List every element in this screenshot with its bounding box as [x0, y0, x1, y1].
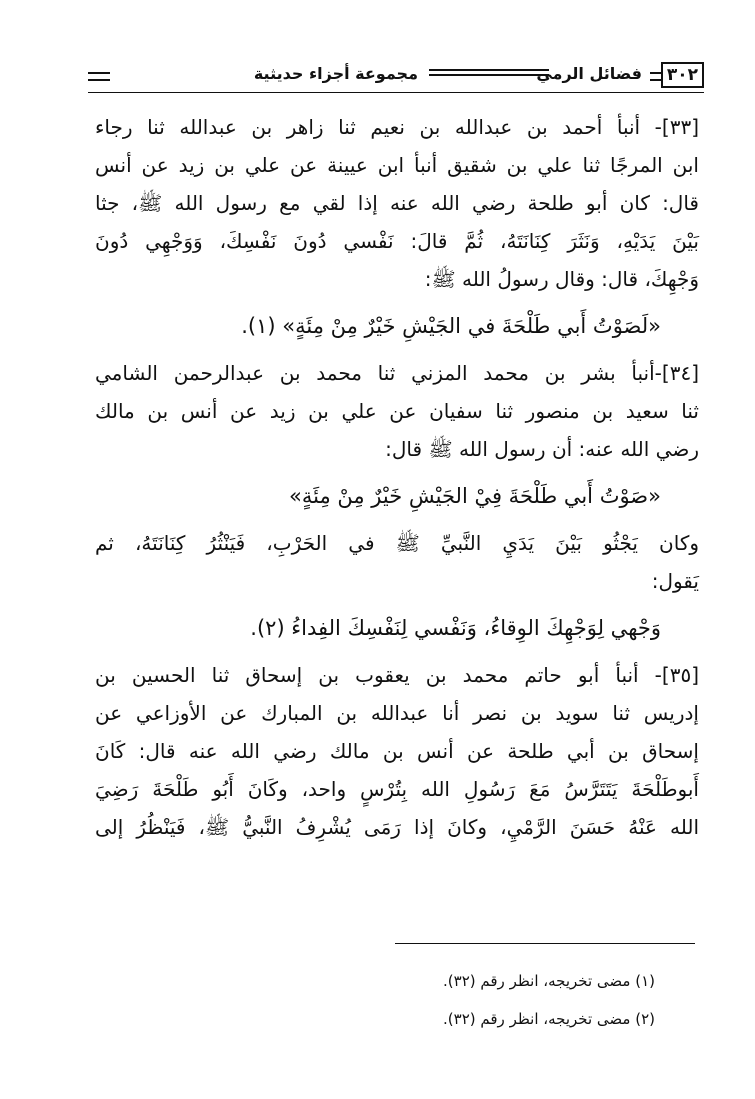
text-line: وكان يَجْثُو بَيْنَ يَدَيِ النَّبيِّ ﷺ في الحَرْبِ، فَيَنْثُرُ كِنَانَتَهُ، ثم [95, 531, 699, 555]
footnote-2: (٢) مضى تخريجه، انظر رقم (٣٢). [443, 1010, 655, 1028]
hadith-34 [95, 354, 699, 656]
footnotes [443, 962, 655, 1038]
text-line: الله عَنْهُ حَسَنَ الرَّمْيِ، وكانَ إذا رَمَى يُشْرِفُ النَّبيُّ ﷺ، فَيَنْظُرُ إلى [95, 815, 699, 839]
text-line: ثنا سعيد بن منصور ثنا سفيان عن علي بن زيد عن أنس بن مالك [95, 399, 699, 423]
hadith-33 [95, 108, 699, 354]
text-line: إدريس ثنا سويد بن نصر أنا عبدالله بن المبارك عن الأوزاعي عن [95, 701, 699, 725]
hadith-35 [95, 656, 699, 846]
text-line: رضي الله عنه: أن رسول الله ﷺ قال: [385, 437, 699, 461]
footnote-separator [395, 943, 695, 944]
hadith-quote: «لَصَوْتُ أَبي طَلْحَةَ في الجَيْشِ خَيْرٌ مِنْ مِئَةٍ» (١). [241, 314, 661, 338]
text-line: [٣٣]- أنبأ أحمد بن عبدالله بن نعيم ثنا زاهر بن عبدالله ثنا رجاء [95, 115, 699, 139]
text-line: ابن المرجًا ثنا علي بن شقيق أنبأ ابن عيينة عن علي بن زيد عن أنس [95, 153, 699, 177]
main-text [95, 108, 699, 846]
footnote-1: (١) مضى تخريجه، انظر رقم (٣٢). [443, 972, 655, 990]
header-separator [429, 69, 549, 76]
header-series-title: مجموعة أجزاء حديثية [253, 64, 418, 83]
text-line: يَقول: [651, 569, 699, 593]
header-underline [88, 92, 704, 93]
text-line: بَيْنَ يَدَيْهِ، وَنَثَرَ كِنَانَتَهُ، ثُمَّ قالَ: نَفْسي دُونَ نَفْسِكَ، وَوَجْهِي دُونَ [95, 229, 699, 253]
text-line: [٣٤]-أنبأ بشر بن محمد المزني ثنا محمد بن عبدالرحمن الشامي [95, 361, 699, 385]
page-number: ٣٠٢ [661, 62, 704, 88]
poetic-quote: وَجْهي لِوَجْهِكَ الوِقاءُ، وَنَفْسي لِنَفْسِكَ الفِداءُ (٢). [250, 616, 661, 640]
text-line: إسحاق بن أبي طلحة عن أنس بن مالك رضي الله عنه قال: كَانَ [95, 739, 699, 763]
hadith-quote: «صَوْتُ أَبي طَلْحَةَ فِيْ الجَيْشِ خَيْرٌ مِنْ مِئَةٍ» [289, 484, 661, 508]
text-line: [٣٥]- أنبأ أبو حاتم محمد بن يعقوب بن إسحاق ثنا الحسين بن [95, 663, 699, 687]
text-line: أَبوطَلْحَةَ يَتَتَرَّسُ مَعَ رَسُولِ الله بِتُرْسٍ واحد، وكَانَ أَبُو طَلْحَةَ رَضِيَ [95, 777, 699, 801]
text-line: وَجْهِكَ، قال: وقال رسولُ الله ﷺ: [424, 267, 699, 291]
header-title: فضائل الرمي [532, 62, 646, 86]
text-line: قال: كان أبو طلحة رضي الله عنه إذا لقي مع رسول الله ﷺ، جثا [95, 191, 699, 215]
header-rule-left [88, 72, 110, 81]
running-header [88, 58, 704, 94]
